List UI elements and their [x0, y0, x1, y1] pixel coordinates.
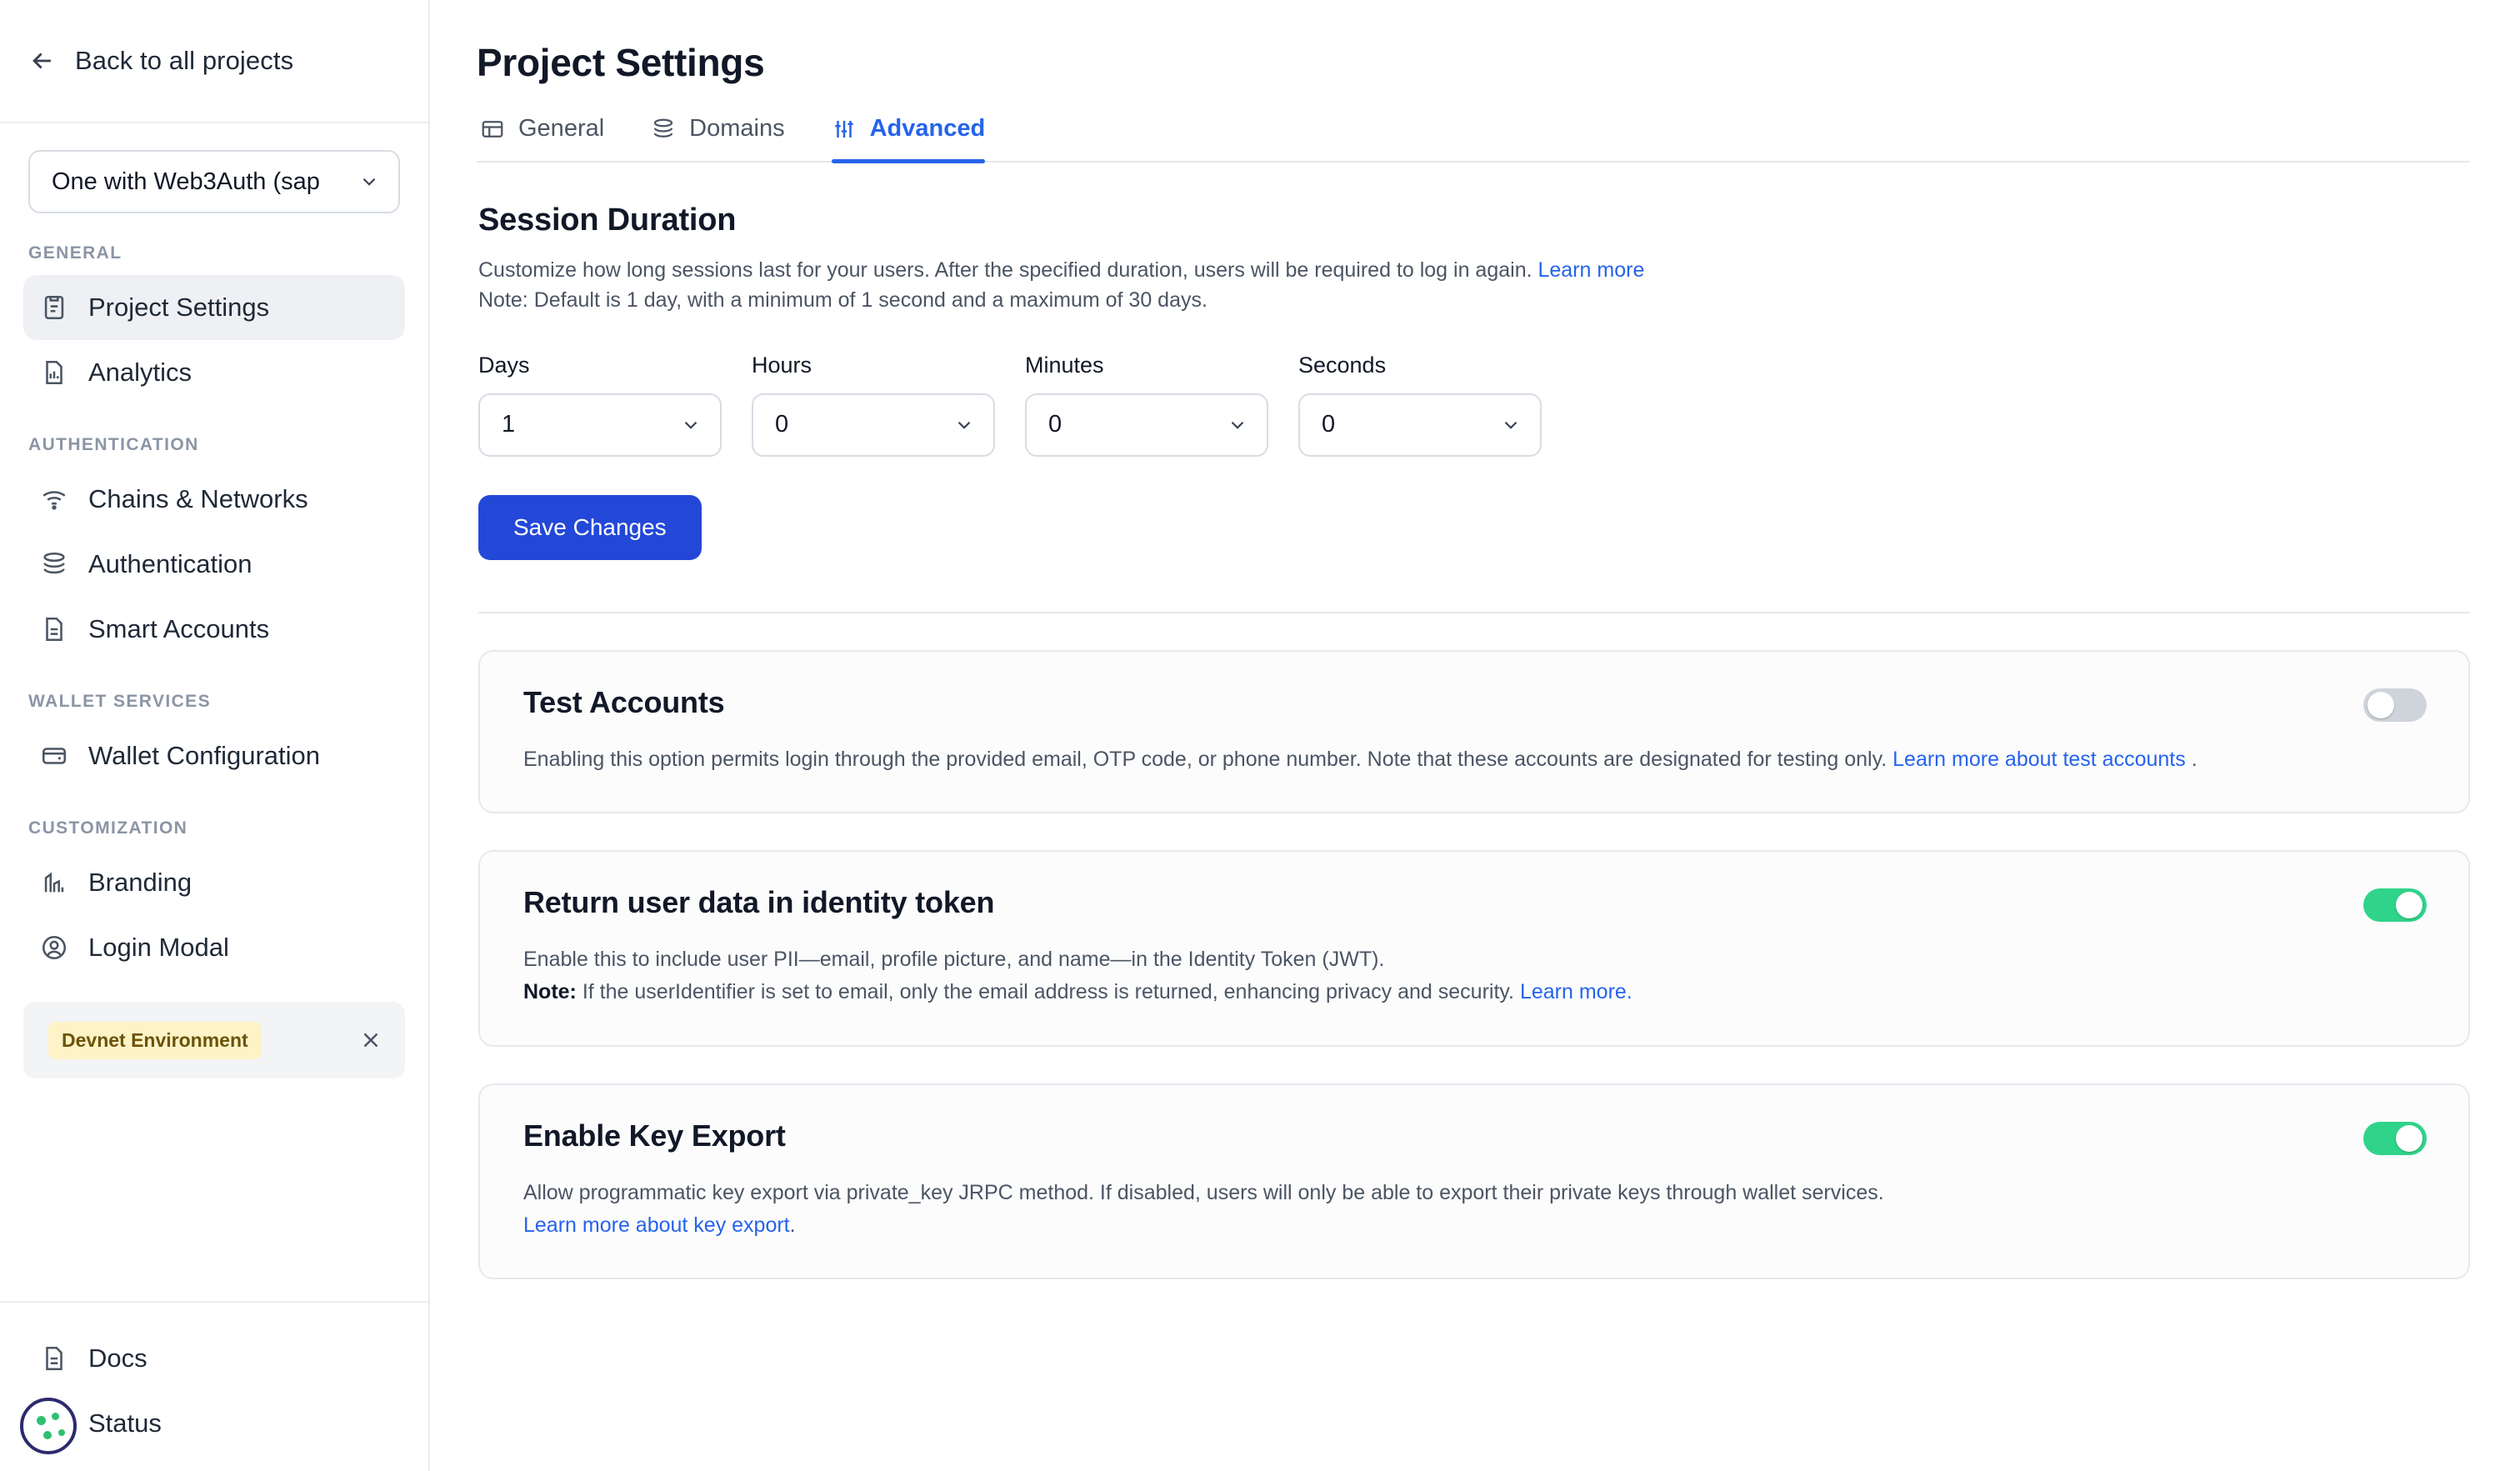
- tab-label: Advanced: [869, 115, 986, 142]
- sidebar-item-label: Analytics: [88, 358, 192, 387]
- session-duration-fields: [478, 353, 2470, 457]
- test-accounts-title: Test Accounts: [523, 684, 725, 719]
- days-value: 1: [502, 411, 516, 438]
- test-accounts-description: [523, 743, 2373, 776]
- sidebar-item-project-settings[interactable]: [23, 275, 405, 340]
- sidebar-item-label: Authentication: [88, 549, 252, 578]
- close-icon[interactable]: [358, 1028, 383, 1053]
- sidebar-item-label: Project Settings: [88, 293, 270, 322]
- sidebar-item-label: Status: [88, 1408, 162, 1438]
- hours-label: Hours: [752, 352, 812, 378]
- chevron-down-icon: [1500, 414, 1522, 436]
- sidebar-item-authentication[interactable]: [23, 532, 405, 597]
- seconds-value: 0: [1322, 411, 1336, 438]
- chevron-down-icon: [953, 414, 975, 436]
- identity-token-note-label: Note:: [523, 980, 577, 1003]
- chevron-down-icon: [358, 171, 380, 193]
- key-export-description: [523, 1177, 2373, 1242]
- identity-token-card: [478, 850, 2470, 1047]
- layers-icon: [40, 550, 68, 578]
- session-duration-description: [478, 255, 2470, 316]
- branding-icon: [40, 868, 68, 897]
- session-desc-line2: Note: Default is 1 day, with a minimum of 1 second and a maximum of 30 days.: [478, 288, 1208, 313]
- hours-value: 0: [775, 411, 789, 438]
- days-field: [478, 353, 722, 457]
- toggle-knob: [2368, 692, 2394, 718]
- document-icon: [40, 615, 68, 643]
- identity-token-toggle[interactable]: [2363, 888, 2427, 922]
- minutes-label: Minutes: [1025, 352, 1104, 378]
- days-label: Days: [478, 352, 530, 378]
- test-accounts-body: Enabling this option permits login through the provided email, OTP code, or phone number. Note that these accounts are designated for testing only.: [523, 747, 1888, 771]
- sidebar-group-label-wallet-services: WALLET SERVICES: [28, 692, 211, 711]
- chevron-down-icon: [680, 414, 702, 436]
- sidebar: [0, 0, 430, 1471]
- tab-label: Domains: [689, 115, 785, 142]
- sidebar-item-label: Smart Accounts: [88, 614, 270, 643]
- session-duration-title: Session Duration: [478, 203, 737, 238]
- hours-field: [752, 353, 995, 457]
- toggle-knob: [2396, 892, 2422, 918]
- sidebar-item-status[interactable]: [23, 1391, 405, 1456]
- cookie-dot: [43, 1431, 52, 1439]
- identity-token-title: Return user data in identity token: [523, 885, 995, 920]
- section-divider: [478, 612, 2470, 613]
- document-icon: [40, 1344, 68, 1373]
- key-export-body: Allow programmatic key export via private_key JRPC method. If disabled, users will only be able to export their private keys through wallet services.: [523, 1180, 1884, 1204]
- sidebar-item-wallet-configuration[interactable]: [23, 723, 405, 788]
- devnet-badge: Devnet Environment: [48, 1022, 262, 1059]
- toggle-knob: [2396, 1125, 2422, 1152]
- wifi-icon: [40, 485, 68, 513]
- sidebar-group-label-authentication: AUTHENTICATION: [28, 435, 199, 454]
- project-selector[interactable]: [28, 150, 400, 213]
- sidebar-item-smart-accounts[interactable]: [23, 597, 405, 662]
- wallet-icon: [40, 742, 68, 770]
- project-selector-wrap: [0, 123, 428, 213]
- key-export-card: [478, 1083, 2470, 1280]
- back-to-all-projects-button[interactable]: [0, 0, 428, 123]
- chevron-down-icon: [1227, 414, 1248, 436]
- sidebar-item-analytics[interactable]: [23, 340, 405, 405]
- learn-more-test-accounts-link[interactable]: Learn more about test accounts: [1892, 747, 2186, 771]
- sidebar-item-label: Branding: [88, 868, 192, 897]
- identity-token-note-text: If the userIdentifier is set to email, only the email address is returned, enhancing privacy and security.: [582, 980, 1514, 1003]
- save-changes-button[interactable]: Save Changes: [478, 495, 702, 560]
- key-export-title: Enable Key Export: [523, 1118, 786, 1153]
- sliders-icon: [832, 117, 857, 142]
- page-title: Project Settings: [477, 41, 765, 84]
- test-accounts-body-after: .: [2191, 747, 2198, 771]
- test-accounts-card: [478, 650, 2470, 814]
- seconds-select[interactable]: [1298, 393, 1542, 457]
- settings-tabs: [477, 115, 2470, 163]
- sidebar-item-label: Chains & Networks: [88, 484, 308, 513]
- days-select[interactable]: [478, 393, 722, 457]
- key-export-body-after: .: [789, 1213, 796, 1237]
- seconds-label: Seconds: [1298, 352, 1387, 378]
- cookie-consent-icon[interactable]: [20, 1398, 77, 1454]
- grid-icon: [480, 117, 505, 142]
- user-circle-icon: [40, 933, 68, 962]
- hours-select[interactable]: [752, 393, 995, 457]
- seconds-field: [1298, 353, 1542, 457]
- back-to-all-projects-label: Back to all projects: [75, 46, 294, 75]
- sidebar-item-login-modal[interactable]: [23, 915, 405, 980]
- tab-advanced[interactable]: [832, 115, 986, 161]
- identity-token-description: [523, 943, 2373, 1008]
- minutes-value: 0: [1048, 411, 1062, 438]
- minutes-field: [1025, 353, 1268, 457]
- sidebar-item-docs[interactable]: [23, 1326, 405, 1391]
- devnet-environment-banner: [23, 1002, 405, 1078]
- cookie-dot: [37, 1416, 46, 1425]
- cookie-dot: [52, 1413, 59, 1420]
- session-desc-line1: Customize how long sessions last for your users. After the specified duration, users will be required to log in again.: [478, 258, 1532, 282]
- tab-domains[interactable]: [651, 115, 784, 161]
- minutes-select[interactable]: [1025, 393, 1268, 457]
- learn-more-key-export-link[interactable]: Learn more about key export: [523, 1213, 790, 1237]
- sidebar-item-label: Login Modal: [88, 933, 229, 962]
- sidebar-item-chains-networks[interactable]: [23, 467, 405, 532]
- sidebar-item-branding[interactable]: [23, 850, 405, 915]
- tab-general[interactable]: [480, 115, 604, 161]
- chart-document-icon: [40, 358, 68, 387]
- arrow-left-icon: [28, 47, 57, 75]
- cookie-dot: [58, 1429, 65, 1436]
- sidebar-group-label-general: GENERAL: [28, 243, 122, 263]
- clipboard-icon: [40, 293, 68, 322]
- sidebar-item-label: Docs: [88, 1343, 148, 1373]
- tab-label: General: [518, 115, 605, 142]
- database-icon: [651, 117, 676, 142]
- sidebar-item-label: Wallet Configuration: [88, 741, 320, 770]
- identity-token-body: Enable this to include user PII—email, profile picture, and name—in the Identity Token (JWT).: [523, 948, 1385, 972]
- learn-more-link[interactable]: Learn more: [1538, 258, 1645, 282]
- sidebar-group-label-customization: CUSTOMIZATION: [28, 818, 188, 838]
- main-content: [430, 0, 2520, 1471]
- learn-more-identity-token-link[interactable]: Learn more.: [1519, 980, 1632, 1003]
- test-accounts-toggle[interactable]: [2363, 688, 2427, 722]
- project-selector-value: One with Web3Auth (sap: [52, 168, 320, 195]
- key-export-toggle[interactable]: [2363, 1122, 2427, 1155]
